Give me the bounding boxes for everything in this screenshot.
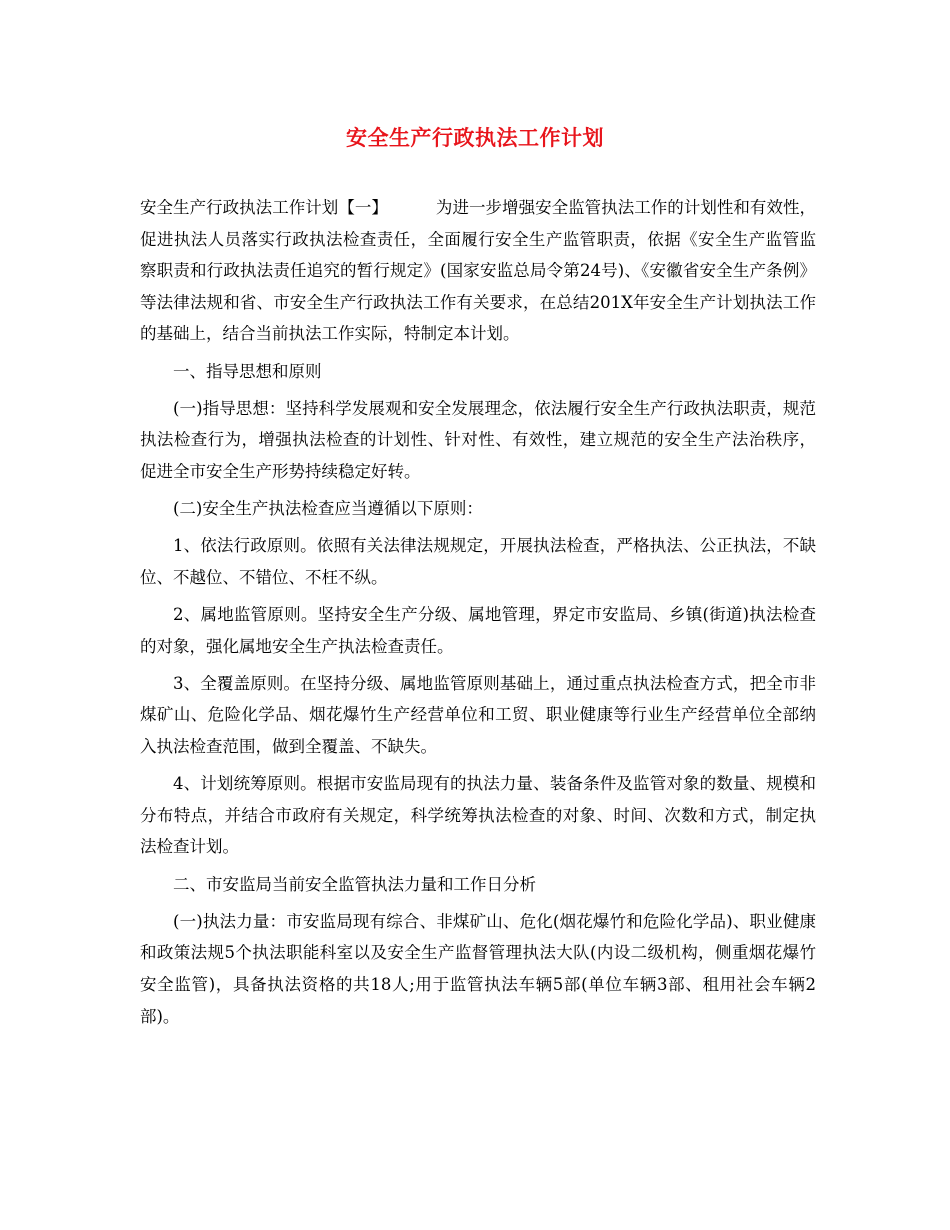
paragraph-principle-4: 4、计划统筹原则。根据市安监局现有的执法力量、装备条件及监管对象的数量、规模和分布特点，并结合市政府有关规定，科学统筹执法检查的对象、时间、次数和方式，制定执法检查计划。 [140, 774, 816, 857]
paragraph-principle-3: 3、全覆盖原则。在坚持分级、属地监管原则基础上，通过重点执法检查方式，把全市非煤矿山、危险化学品、烟花爆竹生产经营单位和工贸、职业健康等行业生产经营单位全部纳入执法检查范围，做到全覆盖、不缺失。 [140, 673, 816, 757]
paragraph-principle-2: 2、属地监管原则。坚持安全生产分级、属地管理，界定市安监局、乡镇(街道)执法检查的对象，强化属地安全生产执法检查责任。 [140, 605, 816, 656]
intro-paragraph [140, 192, 816, 350]
document-title: 安全生产行政执法工作计划 [346, 125, 604, 150]
intro-text: 为进一步增强安全监管执法工作的计划性和有效性，促进执法人员落实行政执法检查责任，全面履行安全生产监管职责，依据《安全生产监管监察职责和行政执法责任追究的暂行规定》(国家安监总局令第24号)、《安徽省安全生产条例》等法律法规和省、市安全生产行政执法工作有关要求，在总结201X年安全生产计划执法工作的基础上，结合当前执法工作实际，特制定本计划。 [140, 198, 817, 344]
paragraph-guiding-thought: (一)指导思想：坚持科学发展观和安全发展理念，依法履行安全生产行政执法职责，规范执法检查行为，增强执法检查的计划性、针对性、有效性，建立规范的安全生产法治秩序，促进全市安全生产形势持续稳定好转。 [140, 398, 816, 481]
paragraph-principle-1: 1、依法行政原则。依照有关法律法规规定，开展执法检查，严格执法、公正执法，不缺位、不越位、不错位、不枉不纵。 [140, 536, 816, 587]
document-body [140, 192, 816, 1038]
intro-heading: 安全生产行政执法工作计划【一】 [140, 198, 388, 217]
section-heading-enforcement-analysis: 二、市安监局当前安全监管执法力量和工作日分析 [173, 874, 536, 894]
paragraph-principles-intro: (二)安全生产执法检查应当遵循以下原则： [173, 499, 483, 519]
section-heading-guiding-principles: 一、指导思想和原则 [173, 361, 322, 381]
paragraph-enforcement-force: (一)执法力量：市安监局现有综合、非煤矿山、危化(烟花爆竹和危险化学品)、职业健康和政策法规5个执法职能科室以及安全生产监督管理执法大队(内设二级机构，侧重烟花爆竹安全监管)，具备执法资格的共18人;用于监管执法车辆5部(单位车辆3部、租用社会车辆2部)。 [140, 911, 816, 1026]
